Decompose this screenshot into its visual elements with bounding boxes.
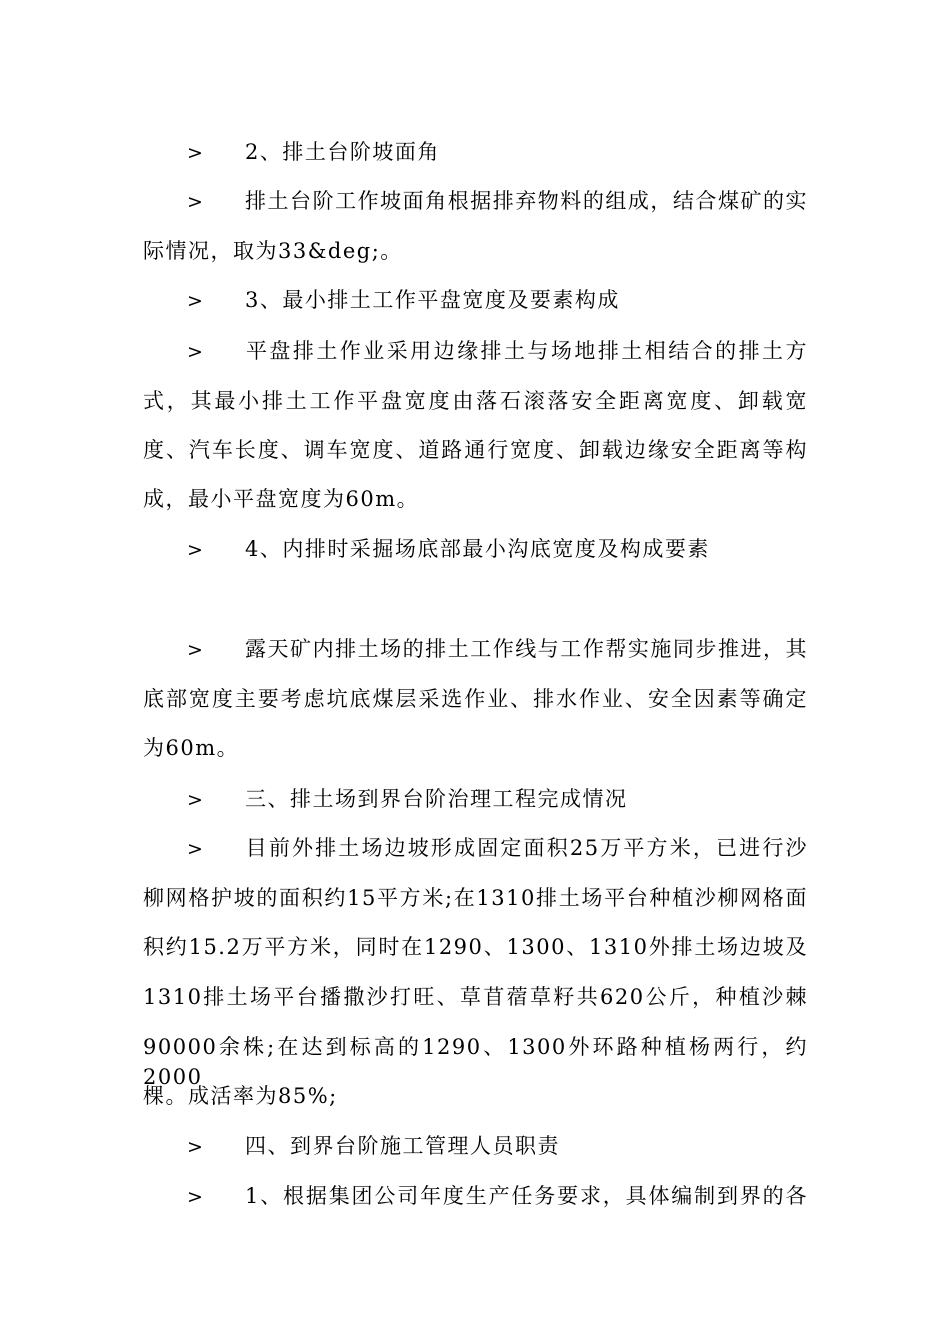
paragraph-4-line-3	[143, 435, 808, 465]
paragraph-4-line-4	[143, 484, 808, 514]
paragraph-5-line-1	[143, 534, 808, 565]
paragraph-text: 平盘排土作业采用边缘排土与场地排土相结合的排土方	[245, 339, 808, 363]
paragraph-3-line-1	[143, 285, 808, 316]
bullet-marker-icon: >	[187, 290, 203, 312]
paragraph-8-line-1	[143, 833, 808, 863]
paragraph-8-line-5	[143, 1032, 808, 1089]
paragraph-8-line-4	[143, 982, 808, 1012]
paragraph-text: 际情况，取为33&deg;。	[143, 239, 403, 263]
paragraph-8-line-2	[143, 883, 808, 913]
bullet-marker-icon: >	[187, 539, 203, 561]
heading-text: 2、排土台阶坡面角	[245, 140, 440, 164]
paragraph-10-line-1	[143, 1181, 808, 1211]
paragraph-text: 式，其最小排土工作平盘宽度由落石滚落安全距离宽度、卸载宽	[143, 389, 808, 413]
bullet-marker-icon: >	[187, 838, 203, 860]
paragraph-2-line-2	[143, 236, 808, 266]
paragraph-8-line-6	[143, 1081, 808, 1111]
paragraph-text: 棵。成活率为85%;	[143, 1084, 338, 1108]
paragraph-2-line-1	[143, 186, 808, 216]
bullet-marker-icon: >	[187, 1136, 203, 1158]
bullet-marker-icon: >	[187, 1186, 203, 1208]
paragraph-text: 露天矿内排土场的排土工作线与工作帮实施同步推进，其	[245, 637, 808, 661]
paragraph-4-line-2	[143, 386, 808, 416]
bullet-marker-icon: >	[187, 142, 203, 164]
paragraph-text: 度、汽车长度、调车宽度、道路通行宽度、卸载边缘安全距离等构	[143, 438, 808, 462]
paragraph-text: 90000余株;在达到标高的1290、1300外环路种植杨两行，约2000	[143, 1035, 808, 1089]
heading-text: 4、内排时采掘场底部最小沟底宽度及构成要素	[245, 537, 710, 561]
paragraph-6-line-3	[143, 733, 808, 763]
paragraph-6-line-2	[143, 684, 808, 714]
paragraph-text: 1310排土场平台播撒沙打旺、草苜蓿草籽共620公斤，种植沙棘	[143, 985, 808, 1009]
heading-text: 三、排土场到界台阶治理工程完成情况	[245, 787, 628, 811]
paragraph-1-line-1	[143, 137, 808, 168]
paragraph-4-line-1	[143, 336, 808, 366]
heading-text: 3、最小排土工作平盘宽度及要素构成	[245, 288, 620, 312]
paragraph-text: 1、根据集团公司年度生产任务要求，具体编制到界的各	[245, 1184, 808, 1208]
paragraph-text: 积约15.2万平方米，同时在1290、1300、1310外排土场边坡及	[143, 935, 808, 959]
paragraph-text: 底部宽度主要考虑坑底煤层采选作业、排水作业、安全因素等确定	[143, 687, 808, 711]
bullet-marker-icon: >	[187, 341, 203, 363]
paragraph-7-line-1	[143, 784, 808, 815]
paragraph-text: 排土台阶工作坡面角根据排弃物料的组成，结合煤矿的实	[245, 189, 808, 213]
heading-text: 四、到界台阶施工管理人员职责	[245, 1134, 560, 1158]
paragraph-6-line-1	[143, 634, 808, 664]
paragraph-9-line-1	[143, 1131, 808, 1162]
paragraph-text: 成，最小平盘宽度为60m。	[143, 487, 420, 511]
paragraph-text: 目前外排土场边坡形成固定面积25万平方米，已进行沙	[245, 836, 808, 860]
bullet-marker-icon: >	[187, 789, 203, 811]
paragraph-8-line-3	[143, 932, 808, 962]
paragraph-text: 柳网格护坡的面积约15平方米;在1310排土场平台种植沙柳网格面	[143, 886, 808, 910]
bullet-marker-icon: >	[187, 191, 203, 213]
paragraph-text: 为60m。	[143, 736, 240, 760]
bullet-marker-icon: >	[187, 639, 203, 661]
